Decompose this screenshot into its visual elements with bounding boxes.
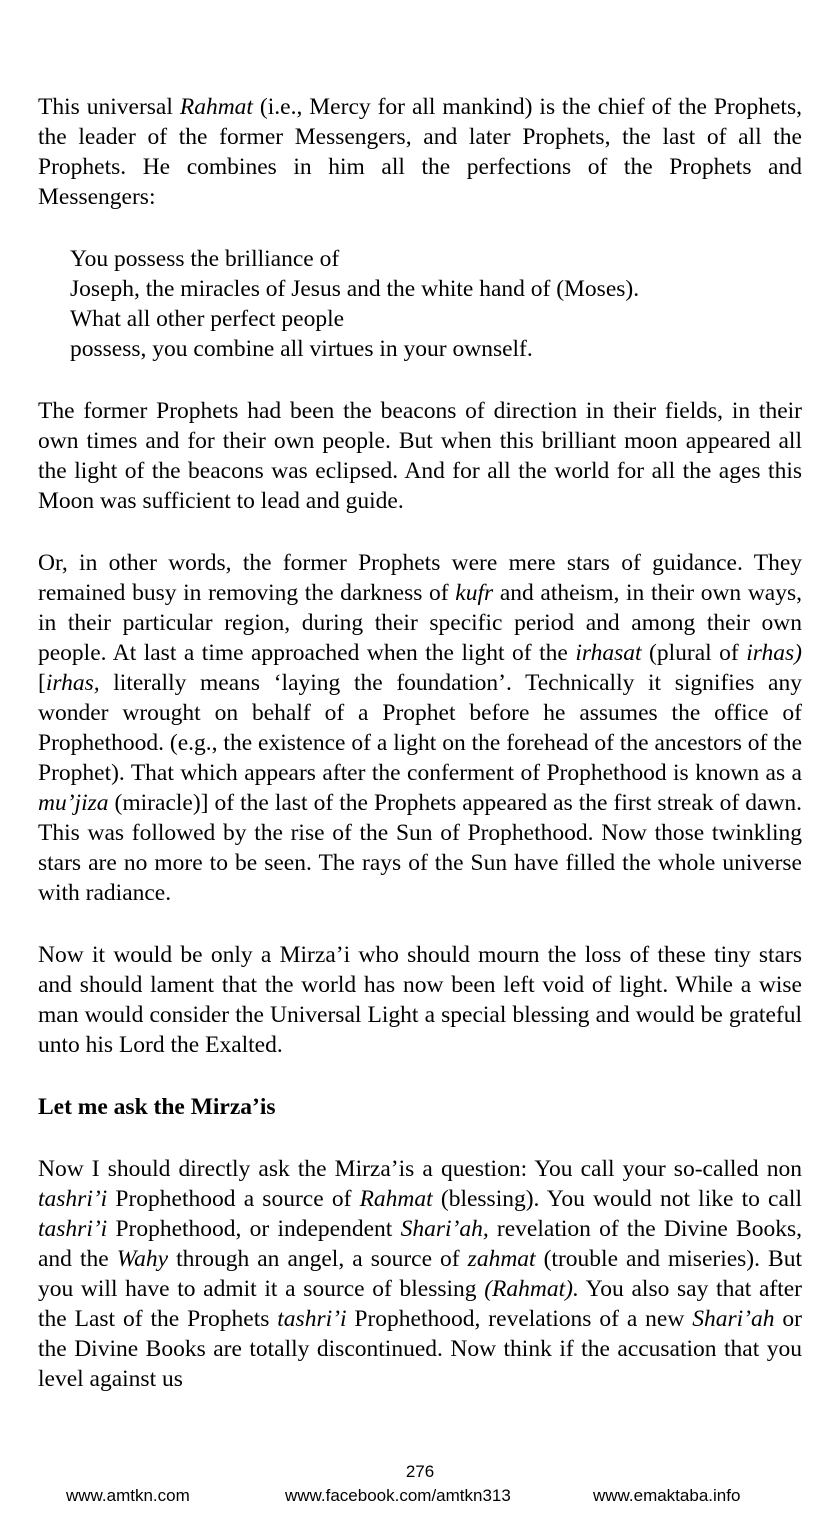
term-zahmat: zahmat [467,1246,536,1272]
term-shariah: Shari’ah [692,1306,775,1332]
verse-line: Joseph, the miracles of Jesus and the white hand of (Moses). [70,276,640,302]
paragraph-mourn: Now it would be only a Mirza’i who should mourn the loss of these tiny stars and should lament that the world has now been left void of light. While a wise man would consider the Universal Light a special blessing and would be grateful unto his Lord the Exalted. [38,942,802,1058]
term-irhasat: irhasat [575,640,642,666]
verse-line: What all other perfect people [70,306,345,332]
term-rahmat: Rahmat [179,94,253,120]
footer-link-emaktaba[interactable]: www.emaktaba.info [593,1486,741,1505]
verse-line: possess, you combine all virtues in your ownself. [70,336,533,362]
term-mujiza: mu’jiza [38,790,109,816]
verse-block [70,244,802,364]
verse-line: You possess the brilliance of [70,246,340,272]
footer-link-amtkn[interactable]: www.amtkn.com [66,1486,190,1505]
term-shariah: Shari’ah, [400,1216,489,1242]
paragraph-stars: Or, in other words, the former Prophets were mere stars of guidance. They remained busy in removing the darkness of kufr and atheism, in their own ways, in their particular region, during their specific period and among their own people. At last a time approached when the light of the irhasat (plural of irhas) [irhas, literally means ‘laying the foundation’. Technically it signifies any wonder wrought on behalf of a Prophet before he assumes the office of Prophethood. (e.g., the existence of a light on the forehead of the ancestors of the Prophet). That which appears after the conferment of Prophethood is known as a mu’jiza (miracle)] of the last of the Prophets appeared as the first streak of dawn. This was followed by the rise of the Sun of Prophethood. Now those twinkling stars are no more to be seen. The rays of the Sun have filled the whole universe with radiance. [38,550,802,906]
section-heading: Let me ask the Mirza’is [38,1094,276,1120]
page-body [38,92,802,1426]
term-kufr: kufr [455,580,494,606]
footer-link-facebook[interactable]: www.facebook.com/amtkn313 [285,1486,511,1505]
term-rahmat: Rahmat [359,1186,433,1212]
term-irhas: irhas, [45,670,100,696]
paragraph-beacons: The former Prophets had been the beacons of direction in their fields, in their own times and for their own people. But when this brilliant moon appeared all the light of the beacons was eclipsed. And for all the world for all the ages this Moon was sufficient to lead and guide. [38,398,802,514]
term-tashrii: tashri’i [38,1216,108,1242]
paragraph-rahmat-intro: This universal Rahmat (i.e., Mercy for all mankind) is the chief of the Prophets, the leader of the former Messengers, and later Prophets, the last of all the Prophets. He combines in him all the perfections of the Prophets and Messengers: [38,94,802,210]
term-tashrii: tashri’i [277,1306,347,1332]
page-number: 276 [405,1462,435,1481]
term-irhas: irhas) [746,640,802,666]
term-wahy: Wahy [116,1246,169,1272]
term-tashrii: tashri’i [38,1186,108,1212]
paragraph-question: Now I should directly ask the Mirza’is a question: You call your so-called non tashri’i Prophethood a source of Rahmat (blessing). You would not like to call tashri’i Prophethood, or independent Shari’ah, revelation of the Divine Books, and the Wahy through an angel, a source of zahmat (trouble and miseries). But you will have to admit it a source of blessing (Rahmat). You also say that after the Last of the Prophets tashri’i Prophethood, revelations of a new Shari’ah or the Divine Books are totally discontinued. Now think if the accusation that you level against us [38,1156,802,1392]
term-rahmat: (Rahmat). [484,1276,579,1302]
